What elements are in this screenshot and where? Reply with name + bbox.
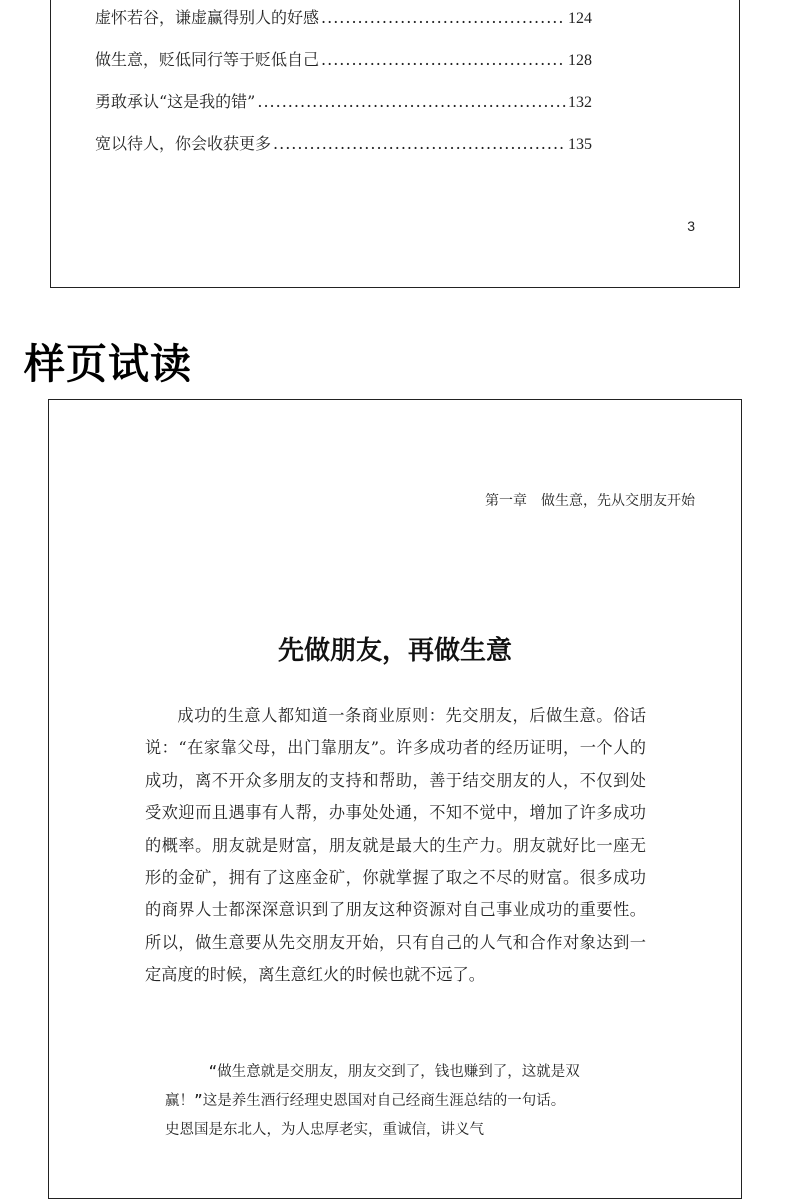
toc-entry[interactable] [95, 8, 592, 29]
chapter-title: 先做朋友，再做生意 [277, 636, 512, 666]
toc-entry-page: 132 [568, 94, 592, 111]
page-number: 3 [687, 218, 695, 234]
toc-entry-page: 128 [568, 52, 592, 69]
body-paragraph: 成功的生意人都知道一条商业原则：先交朋友，后做生意。俗话说：“在家靠父母，出门靠朋友”。许多成功者的经历证明，一个人的成功，离不开众多朋友的支持和帮助，善于结交朋友的人，不仅到处受欢迎而且遇事有人帮，办事处处通，不知不觉中，增加了许多成功的概率。朋友就是财富，朋友就是最大的生产力。朋友就好比一座无形的金矿，拥有了这座金矿，你就掌握了取之不尽的财富。很多成功的商界人士都深深意识到了朋友这种资源对自己事业成功的重要性。所以，做生意要从先交朋友开始，只有自己的人气和合作对象达到一定高度的时候，离生意红火的时候也就不远了。 [145, 706, 646, 985]
toc-leader-dots [321, 50, 566, 70]
toc-entry[interactable] [95, 134, 592, 155]
toc-entry-page: 135 [568, 136, 592, 153]
toc-entry-page: 124 [568, 10, 592, 27]
quote-paragraph [165, 1058, 628, 1145]
toc-entry[interactable] [95, 50, 592, 71]
toc-leader-dots [273, 134, 566, 154]
toc-entry-title: 做生意，贬低同行等于贬低自己 [95, 50, 320, 69]
toc-entry[interactable] [95, 92, 592, 113]
toc-entry-title: 宽以待人，你会收获更多 [95, 134, 272, 153]
next-line-text: 史恩国是东北人，为人忠厚老实，重诚信，讲义气 [165, 1122, 484, 1138]
toc-leader-dots [321, 8, 566, 28]
toc-leader-dots [257, 92, 566, 112]
toc-entry-title: 勇敢承认“这是我的错” [95, 92, 256, 111]
section-heading: 样页试读 [24, 340, 192, 388]
running-head: 第一章 做生意，先从交朋友开始 [485, 493, 695, 509]
toc-entry-title: 虚怀若谷，谦虚赢得别人的好感 [95, 8, 320, 27]
quote-text: “做生意就是交朋友，朋友交到了，钱也赚到了，这就是双赢！”这是养生酒行经理史恩国对自己经商生涯总结的一句话。 [165, 1064, 580, 1109]
